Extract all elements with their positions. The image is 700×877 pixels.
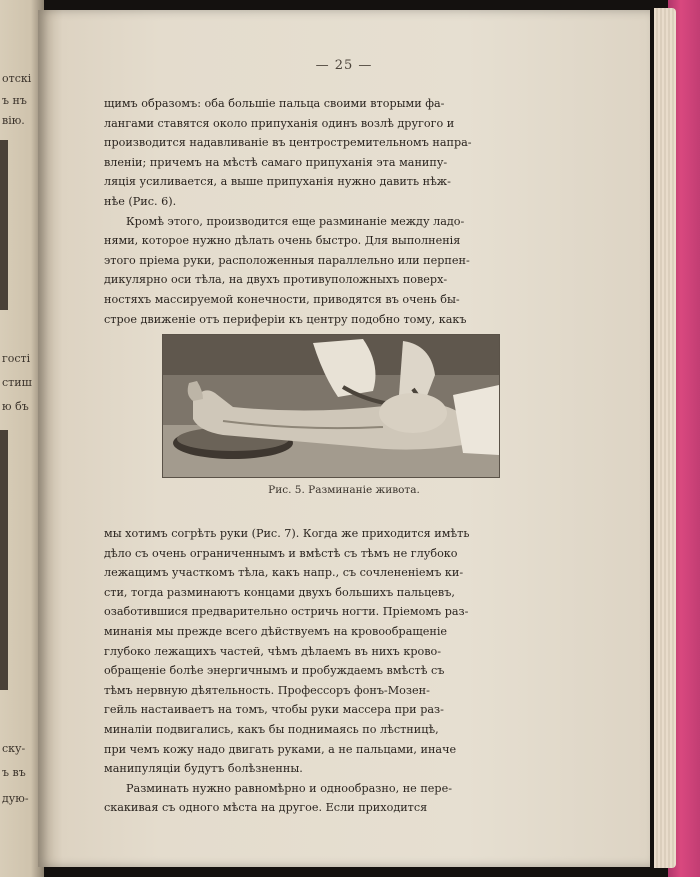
left-fragment: дую- xyxy=(2,792,29,805)
text-line: лангами ставятся около припуханія одинъ возлѣ другого и xyxy=(104,116,455,130)
paragraph xyxy=(104,524,556,779)
text-line: глубоко лежащихъ частей, чѣмъ дѣлаемъ въ нихъ крово- xyxy=(104,644,442,658)
text-line: производится надавливаніе въ центростремительномъ напра- xyxy=(104,136,472,150)
paragraph xyxy=(104,779,556,818)
massage-illustration xyxy=(163,335,499,477)
left-fragment: ъ въ xyxy=(2,766,26,779)
text-line: нями, которое нужно дѣлать очень быстро. Для выполненія xyxy=(104,234,461,248)
left-fragment: вію. xyxy=(2,114,25,127)
page-number: — 25 — xyxy=(315,58,373,73)
left-fragment: гості xyxy=(2,352,31,365)
text-line: этого пріема руки, расположенныя параллельно или перпен- xyxy=(104,253,470,267)
text-line: нѣе (Рис. 6). xyxy=(104,194,177,208)
text-line: сти, тогда разминаютъ концами двухъ большихъ пальцевъ, xyxy=(104,585,455,599)
text-line: гейль настаиваетъ на томъ, чтобы руки массера при раз- xyxy=(104,703,444,717)
text-block-top xyxy=(104,94,556,329)
figure-illustration xyxy=(162,334,500,478)
paragraph xyxy=(104,94,556,212)
text-line: мы хотимъ согрѣть руки (Рис. 7). Когда же приходится имѣть xyxy=(104,527,470,540)
text-line: манипуляціи будутъ болѣзненны. xyxy=(104,762,303,776)
text-line: щимъ образомъ: оба большіе пальца своими вторыми фа- xyxy=(104,97,445,110)
text-line: ляція усиливается, а выше припуханія нужно давить нѣж- xyxy=(104,175,451,189)
figure-caption: Рис. 5. Разминаніе живота. xyxy=(268,484,420,496)
text-line: дѣло съ очень ограниченнымъ и вмѣстѣ съ тѣмъ не глубоко xyxy=(104,546,458,560)
text-line: дикулярно оси тѣла, на двухъ противуположныхъ поверх- xyxy=(104,273,448,287)
left-page-illustration-edge xyxy=(0,430,8,690)
text-line: лежащимъ участкомъ тѣла, какъ напр., съ сочлененіемъ ки- xyxy=(104,566,464,580)
text-line: минанія мы прежде всего дѣйствуемъ на кровообращеніе xyxy=(104,624,448,638)
text-line: скакивая съ одного мѣста на другое. Если приходится xyxy=(104,801,428,815)
left-fragment: ъ нъ xyxy=(2,94,27,107)
left-page-illustration-edge xyxy=(0,140,8,310)
left-fragment: ю бъ xyxy=(2,400,29,413)
text-line: обращеніе болѣе энергичнымъ и пробуждаемъ вмѣстѣ съ xyxy=(104,664,445,678)
text-line: ностяхъ массируемой конечности, приводятся въ очень бы- xyxy=(104,292,460,306)
left-fragment: отскі xyxy=(2,72,32,85)
text-line: при чемъ кожу надо двигать руками, а не пальцами, иначе xyxy=(104,742,457,756)
text-line: строе движеніе отъ периферіи къ центру подобно тому, какъ xyxy=(104,312,467,326)
text-line: Кромѣ этого, производится еще разминаніе между ладо- xyxy=(126,214,465,228)
main-page xyxy=(38,10,650,867)
left-fragment: ску- xyxy=(2,742,26,755)
left-fragment: стиш xyxy=(2,376,32,389)
page-stack-edge xyxy=(654,8,676,868)
text-line: Разминать нужно равномѣрно и однообразно, не пере- xyxy=(126,781,452,795)
text-line: вленіи; причемъ на мѣстѣ самаго припуханія эта манипу- xyxy=(104,155,448,169)
text-line: тѣмъ нервную дѣятельность. Профессоръ фонъ-Мозен- xyxy=(104,683,430,697)
paragraph xyxy=(104,212,556,330)
text-block-bottom xyxy=(104,524,556,818)
text-line: миналіи подвигались, какъ бы поднимаясь по лѣстницѣ, xyxy=(104,722,439,736)
text-line: озаботившися предварительно остричь ногти. Пріемомъ раз- xyxy=(104,605,469,619)
